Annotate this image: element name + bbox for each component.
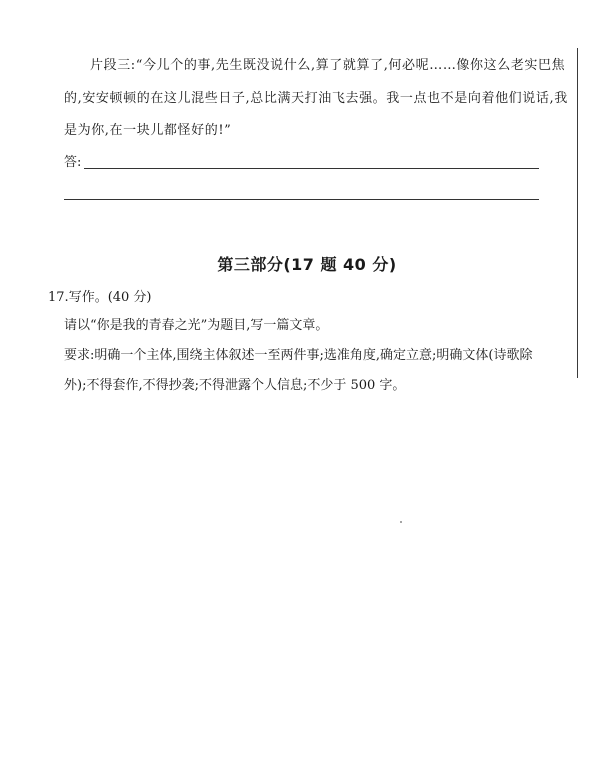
requirement-line-1: 要求:明确一个主体,围绕主体叙述一至两件事;选准角度,确定立意;明确文体(诗歌除 (64, 348, 533, 363)
answer-label: 答: (64, 155, 82, 170)
question-number (48, 290, 152, 306)
question-heading: 写作。(40 分) (68, 290, 152, 305)
answer-line-1[interactable] (84, 168, 539, 169)
question-number-text: 17. (48, 290, 69, 305)
excerpt-line-2: 的,安安顿顿的在这儿混些日子,总比满天打油飞去强。我一点也不是向着他们说话,我 (64, 91, 568, 106)
answer-line-2[interactable] (64, 199, 539, 200)
requirement-line-2: 外);不得套作,不得抄袭;不得泄露个人信息;不少于 500 字。 (64, 378, 406, 393)
question-prompt: 请以“你是我的青春之光”为题目,写一篇文章。 (64, 318, 329, 333)
section-title: 第三部分(17 题 40 分) (217, 255, 397, 274)
scan-speck (400, 521, 402, 523)
page-edge-line (577, 48, 578, 378)
excerpt-line-3: 是为你,在一块儿都怪好的!” (64, 123, 232, 138)
excerpt-line-1: 片段三:“今儿个的事,先生既没说什么,算了就算了,何必呢……像你这么老实巴焦 (90, 58, 566, 73)
